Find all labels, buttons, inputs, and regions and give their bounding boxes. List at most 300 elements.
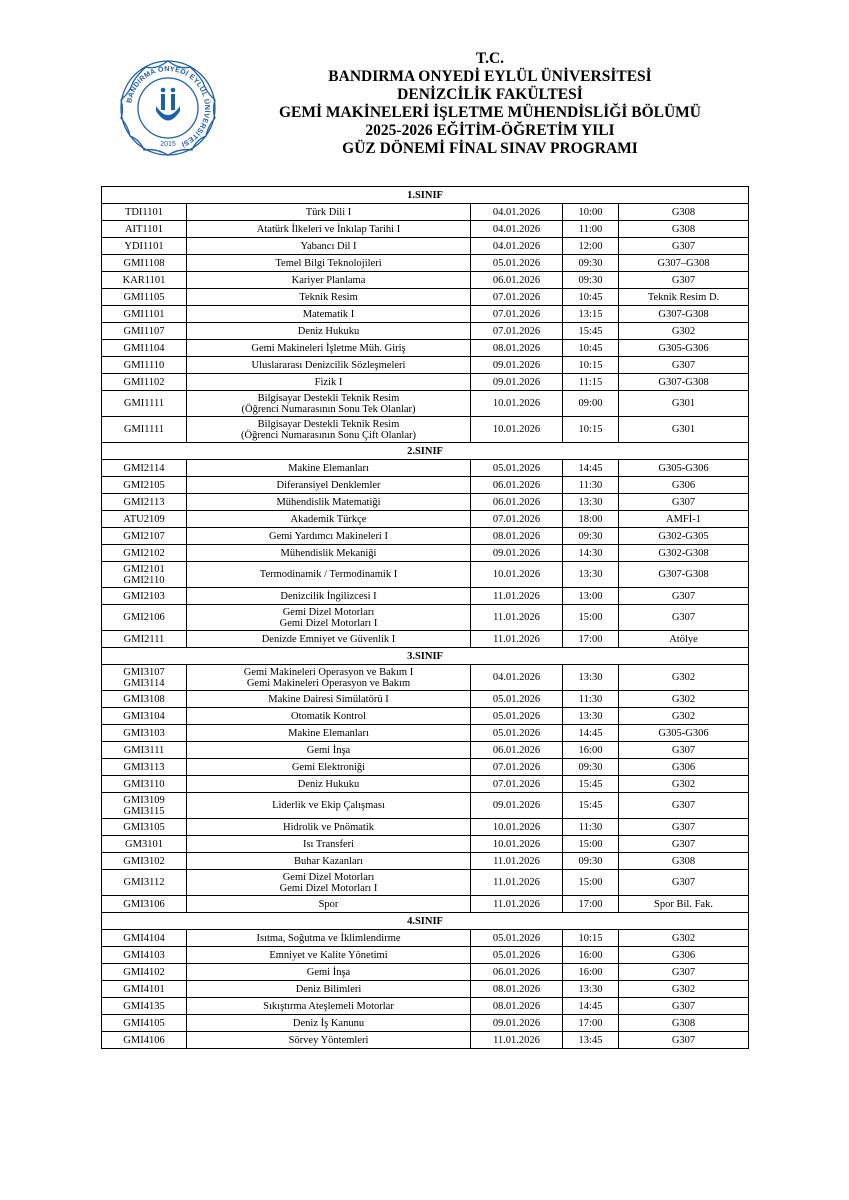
course-name-cell-line: Isı Transferi (302, 838, 355, 850)
course-name-cell (187, 665, 471, 691)
exam-room-cell: G302 (619, 930, 749, 947)
table-row (102, 391, 749, 417)
course-name-cell (187, 742, 471, 759)
course-code-cell-line: GMI2111 (123, 633, 165, 645)
course-code-cell (102, 238, 187, 255)
exam-time-cell: 09:30 (563, 528, 619, 545)
exam-room-cell: G302 (619, 708, 749, 725)
course-code-cell-line: GMI1110 (123, 359, 165, 371)
course-name-cell-line: Mühendislik Mekaniği (280, 547, 377, 559)
course-name-cell (187, 870, 471, 896)
course-code-cell (102, 793, 187, 819)
exam-room-cell: G307 (619, 238, 749, 255)
exam-time-cell: 10:15 (563, 417, 619, 443)
exam-date-cell: 11.01.2026 (471, 605, 563, 631)
course-name-cell-line: Mühendislik Matematiği (276, 496, 381, 508)
exam-date-cell: 06.01.2026 (471, 742, 563, 759)
course-code-cell-line: GMI3115 (123, 805, 165, 817)
table-row (102, 870, 749, 896)
exam-date-cell: 07.01.2026 (471, 759, 563, 776)
exam-room-cell: G302 (619, 691, 749, 708)
document-header (230, 50, 750, 158)
course-code-cell-line: GMI4102 (123, 966, 165, 978)
course-name-cell-line: Gemi Makineleri Operasyon ve Bakım (246, 677, 411, 689)
table-row (102, 819, 749, 836)
table-row (102, 204, 749, 221)
exam-room-cell: G308 (619, 1015, 749, 1032)
course-code-cell (102, 289, 187, 306)
course-code-cell (102, 545, 187, 562)
exam-room-cell: G307 (619, 819, 749, 836)
course-code-cell-line: GMI3112 (123, 877, 165, 888)
course-code-cell-line: GMI3113 (123, 761, 165, 773)
table-row (102, 793, 749, 819)
course-code-cell-line: GMI1111 (123, 424, 165, 435)
exam-room-cell: G302-G308 (619, 545, 749, 562)
exam-date-cell: 11.01.2026 (471, 1032, 563, 1049)
course-code-cell-line: GMI2114 (123, 462, 165, 474)
course-name-cell-line: Makine Elemanları (288, 462, 369, 474)
table-row (102, 776, 749, 793)
exam-time-cell: 12:00 (563, 238, 619, 255)
course-code-cell-line: GMI3103 (123, 727, 165, 739)
course-code-cell (102, 588, 187, 605)
exam-date-cell: 05.01.2026 (471, 708, 563, 725)
table-row (102, 1032, 749, 1049)
course-name-cell-line: Bilgisayar Destekli Teknik Resim (257, 418, 400, 430)
header-line-department: GEMİ MAKİNELERİ İŞLETME MÜHENDİSLİĞİ BÖLÜMÜ (278, 104, 701, 121)
course-name-cell-line: Uluslararası Denizcilik Sözleşmeleri (251, 359, 406, 371)
course-name-cell (187, 357, 471, 374)
course-name-cell-line: (Öğrenci Numarasının Sonu Tek Olanlar) (241, 403, 416, 415)
course-name-cell (187, 323, 471, 340)
course-name-cell (187, 272, 471, 289)
section-header-row (102, 443, 749, 460)
header-line-university: BANDIRMA ONYEDİ EYLÜL ÜNİVERSİTESİ (328, 68, 652, 85)
course-name-cell (187, 605, 471, 631)
exam-time-cell: 15:45 (563, 776, 619, 793)
course-code-cell-line: GMI4103 (123, 949, 165, 961)
table-row (102, 708, 749, 725)
exam-date-cell: 06.01.2026 (471, 272, 563, 289)
exam-date-cell: 10.01.2026 (471, 819, 563, 836)
course-code-cell-line: GMI4106 (123, 1034, 165, 1046)
course-code-cell-line: GMI1111 (123, 398, 165, 409)
course-name-cell (187, 836, 471, 853)
exam-date-cell: 09.01.2026 (471, 374, 563, 391)
course-name-cell-line: Makine Elemanları (288, 727, 369, 739)
course-code-cell-line: GMI2105 (123, 479, 165, 491)
table-row (102, 374, 749, 391)
exam-date-cell: 05.01.2026 (471, 460, 563, 477)
course-name-cell-line: Sörvey Yöntemleri (288, 1034, 369, 1046)
exam-date-cell: 05.01.2026 (471, 255, 563, 272)
exam-time-cell: 09:00 (563, 391, 619, 417)
course-code-cell-line: GMI2106 (123, 612, 165, 623)
course-name-cell (187, 477, 471, 494)
section-title: 1.SINIF (102, 187, 749, 204)
course-name-cell-line: Makine Dairesi Simülatörü I (268, 693, 389, 705)
exam-date-cell: 04.01.2026 (471, 238, 563, 255)
course-name-cell-line: Gemi Makineleri İşletme Müh. Giriş (251, 342, 406, 354)
course-name-cell (187, 964, 471, 981)
course-name-cell (187, 1015, 471, 1032)
exam-room-cell: G307 (619, 605, 749, 631)
exam-date-cell: 08.01.2026 (471, 340, 563, 357)
exam-time-cell: 16:00 (563, 742, 619, 759)
exam-room-cell: Atölye (619, 631, 749, 648)
course-code-cell (102, 691, 187, 708)
exam-room-cell: G307-G308 (619, 562, 749, 588)
course-code-cell (102, 708, 187, 725)
exam-room-cell: G308 (619, 853, 749, 870)
course-name-cell-line: Atatürk İlkeleri ve İnkılap Tarihi I (256, 223, 401, 235)
exam-time-cell: 09:30 (563, 255, 619, 272)
exam-time-cell: 10:45 (563, 340, 619, 357)
exam-time-cell: 17:00 (563, 896, 619, 913)
exam-time-cell: 15:45 (563, 323, 619, 340)
exam-time-cell: 11:00 (563, 221, 619, 238)
course-name-cell (187, 221, 471, 238)
exam-time-cell: 13:30 (563, 708, 619, 725)
exam-date-cell: 09.01.2026 (471, 1015, 563, 1032)
exam-date-cell: 06.01.2026 (471, 964, 563, 981)
course-name-cell (187, 631, 471, 648)
course-code-cell-line: GMI3107 (123, 666, 165, 678)
table-row (102, 357, 749, 374)
section-title: 2.SINIF (102, 443, 749, 460)
table-row (102, 836, 749, 853)
exam-date-cell: 11.01.2026 (471, 870, 563, 896)
exam-room-cell: G308 (619, 221, 749, 238)
course-name-cell-line: Temel Bilgi Teknolojileri (275, 257, 382, 269)
course-code-cell (102, 528, 187, 545)
course-name-cell-line: Gemi İnşa (306, 744, 351, 756)
course-code-cell (102, 964, 187, 981)
course-code-cell-line: KAR1101 (122, 274, 166, 286)
table-row (102, 1015, 749, 1032)
course-name-cell (187, 460, 471, 477)
exam-date-cell: 07.01.2026 (471, 306, 563, 323)
exam-time-cell: 13:15 (563, 306, 619, 323)
table-row (102, 947, 749, 964)
exam-date-cell: 04.01.2026 (471, 665, 563, 691)
course-code-cell (102, 494, 187, 511)
course-name-cell-line: Deniz Hukuku (297, 778, 360, 790)
course-code-cell (102, 742, 187, 759)
exam-date-cell: 08.01.2026 (471, 981, 563, 998)
exam-room-cell: G306 (619, 947, 749, 964)
exam-time-cell: 13:30 (563, 494, 619, 511)
exam-time-cell: 13:00 (563, 588, 619, 605)
course-code-cell-line: GMI3105 (123, 821, 165, 833)
course-code-cell-line: GMI3106 (123, 898, 165, 910)
exam-time-cell: 15:00 (563, 870, 619, 896)
section-header-row (102, 648, 749, 665)
table-row (102, 742, 749, 759)
exam-room-cell: G307 (619, 742, 749, 759)
course-code-cell-line: YDI1101 (124, 240, 164, 252)
exam-room-cell: G307 (619, 836, 749, 853)
course-name-cell (187, 545, 471, 562)
exam-time-cell: 17:00 (563, 1015, 619, 1032)
course-code-cell (102, 665, 187, 691)
exam-room-cell: G305-G306 (619, 340, 749, 357)
course-code-cell-line: GMI1105 (123, 291, 165, 303)
course-code-cell-line: GM3101 (125, 838, 163, 850)
course-code-cell (102, 947, 187, 964)
exam-date-cell: 05.01.2026 (471, 691, 563, 708)
exam-time-cell: 14:30 (563, 545, 619, 562)
table-row (102, 896, 749, 913)
exam-room-cell: G307–G308 (619, 255, 749, 272)
exam-date-cell: 07.01.2026 (471, 323, 563, 340)
exam-date-cell: 10.01.2026 (471, 417, 563, 443)
table-row (102, 255, 749, 272)
exam-room-cell: AMFİ-1 (619, 511, 749, 528)
exam-room-cell: G305-G306 (619, 725, 749, 742)
exam-date-cell: 09.01.2026 (471, 793, 563, 819)
exam-date-cell: 04.01.2026 (471, 221, 563, 238)
course-name-cell (187, 588, 471, 605)
exam-date-cell: 05.01.2026 (471, 725, 563, 742)
table-row (102, 691, 749, 708)
course-code-cell (102, 819, 187, 836)
course-code-cell (102, 417, 187, 443)
table-row (102, 417, 749, 443)
table-row (102, 511, 749, 528)
table-row (102, 340, 749, 357)
course-name-cell (187, 528, 471, 545)
course-code-cell (102, 981, 187, 998)
exam-time-cell: 09:30 (563, 272, 619, 289)
exam-room-cell: G301 (619, 391, 749, 417)
course-code-cell (102, 870, 187, 896)
course-code-cell-line: GMI3109 (123, 794, 165, 806)
course-name-cell-line: Gemi Dizel Motorları I (279, 617, 378, 629)
table-row (102, 665, 749, 691)
table-row (102, 477, 749, 494)
course-code-cell (102, 1015, 187, 1032)
exam-room-cell: G302 (619, 981, 749, 998)
exam-time-cell: 13:30 (563, 562, 619, 588)
exam-room-cell: G307 (619, 964, 749, 981)
course-code-cell (102, 374, 187, 391)
course-name-cell-line: Deniz Hukuku (297, 325, 360, 337)
exam-date-cell: 06.01.2026 (471, 477, 563, 494)
course-code-cell-line: GMI3108 (123, 693, 165, 705)
table-row (102, 323, 749, 340)
exam-date-cell: 07.01.2026 (471, 776, 563, 793)
course-name-cell-line: Kariyer Planlama (291, 274, 366, 286)
exam-date-cell: 11.01.2026 (471, 588, 563, 605)
course-name-cell-line: Deniz İş Kanunu (292, 1017, 365, 1029)
exam-date-cell: 11.01.2026 (471, 896, 563, 913)
section-header-row (102, 187, 749, 204)
exam-date-cell: 08.01.2026 (471, 998, 563, 1015)
course-name-cell-line: Gemi İnşa (306, 966, 351, 978)
exam-date-cell: 10.01.2026 (471, 836, 563, 853)
exam-time-cell: 17:00 (563, 631, 619, 648)
course-code-cell-line: GMI2101 (123, 563, 165, 575)
exam-time-cell: 09:30 (563, 759, 619, 776)
exam-room-cell: G306 (619, 759, 749, 776)
exam-room-cell: G302 (619, 323, 749, 340)
course-name-cell-line: Teknik Resim (299, 291, 358, 303)
course-code-cell-line: GMI2113 (123, 496, 165, 508)
course-name-cell-line: Isıtma, Soğutma ve İklimlendirme (256, 932, 401, 944)
exam-room-cell: G307-G308 (619, 306, 749, 323)
course-name-cell-line: Otomatik Kontrol (291, 710, 366, 722)
exam-date-cell: 10.01.2026 (471, 562, 563, 588)
exam-room-cell: G307 (619, 494, 749, 511)
exam-schedule-table (101, 186, 749, 1049)
course-code-cell-line: GMI1107 (123, 325, 165, 337)
course-name-cell-line: Sıkıştırma Ateşlemeli Motorlar (263, 1000, 394, 1012)
course-code-cell (102, 562, 187, 588)
table-row (102, 528, 749, 545)
exam-date-cell: 04.01.2026 (471, 204, 563, 221)
course-name-cell (187, 562, 471, 588)
table-row (102, 605, 749, 631)
exam-room-cell: Teknik Resim D. (619, 289, 749, 306)
exam-time-cell: 14:45 (563, 725, 619, 742)
course-code-cell-line: GMI4135 (123, 1000, 165, 1012)
course-name-cell-line: Gemi Yardımcı Makineleri I (269, 530, 388, 542)
table-row (102, 238, 749, 255)
exam-room-cell: G307 (619, 998, 749, 1015)
exam-date-cell: 09.01.2026 (471, 545, 563, 562)
course-code-cell (102, 853, 187, 870)
course-code-cell-line: GMI1104 (123, 342, 165, 354)
course-name-cell-line: Diferansiyel Denklemler (276, 479, 381, 491)
exam-room-cell: G307 (619, 1032, 749, 1049)
course-code-cell (102, 896, 187, 913)
table-row (102, 272, 749, 289)
course-name-cell (187, 238, 471, 255)
header-line-exam-title: GÜZ DÖNEMİ FİNAL SINAV PROGRAMI (342, 140, 638, 157)
table-row (102, 981, 749, 998)
course-code-cell-line: GMI4101 (123, 983, 165, 995)
course-name-cell (187, 776, 471, 793)
exam-room-cell: G301 (619, 417, 749, 443)
course-code-cell-line: GMI3104 (123, 710, 165, 722)
course-code-cell (102, 725, 187, 742)
course-code-cell-line: GMI2110 (123, 574, 165, 586)
course-code-cell (102, 221, 187, 238)
course-name-cell-line: Gemi Makineleri Operasyon ve Bakım I (243, 666, 414, 678)
table-row (102, 289, 749, 306)
course-code-cell (102, 306, 187, 323)
course-name-cell-line: (Öğrenci Numarasının Sonu Çift Olanlar) (241, 429, 416, 441)
exam-room-cell: Spor Bil. Fak. (619, 896, 749, 913)
course-name-cell (187, 255, 471, 272)
course-name-cell-line: Türk Dili I (305, 206, 352, 218)
table-row (102, 930, 749, 947)
table-row (102, 460, 749, 477)
course-code-cell (102, 460, 187, 477)
university-logo-graphic (118, 58, 218, 158)
exam-time-cell: 15:00 (563, 836, 619, 853)
course-code-cell (102, 930, 187, 947)
course-name-cell-line: Gemi Dizel Motorları (282, 606, 375, 618)
course-code-cell (102, 323, 187, 340)
course-name-cell-line: Termodinamik / Termodinamik I (259, 569, 398, 580)
course-name-cell (187, 725, 471, 742)
course-code-cell-line: GMI4104 (123, 932, 165, 944)
course-name-cell (187, 1032, 471, 1049)
course-name-cell (187, 998, 471, 1015)
course-name-cell-line: Hidrolik ve Pnömatik (283, 821, 374, 833)
course-name-cell-line: Akademik Türkçe (290, 513, 367, 525)
course-code-cell (102, 204, 187, 221)
course-code-cell (102, 605, 187, 631)
course-name-cell (187, 417, 471, 443)
table-row (102, 631, 749, 648)
exam-room-cell: G307 (619, 272, 749, 289)
course-name-cell (187, 391, 471, 417)
table-row (102, 306, 749, 323)
header-line-faculty: DENİZCİLİK FAKÜLTESİ (397, 86, 583, 103)
exam-time-cell: 11:15 (563, 374, 619, 391)
table-row (102, 562, 749, 588)
exam-time-cell: 10:45 (563, 289, 619, 306)
course-name-cell (187, 947, 471, 964)
exam-room-cell: G307 (619, 588, 749, 605)
course-name-cell-line: Deniz Bilimleri (295, 983, 362, 995)
course-name-cell-line: Spor (318, 898, 339, 910)
course-code-cell-line: ATU2109 (123, 513, 165, 525)
course-name-cell-line: Gemi Dizel Motorları I (279, 882, 378, 894)
exam-room-cell: G307 (619, 357, 749, 374)
table-row (102, 998, 749, 1015)
section-title: 4.SINIF (102, 913, 749, 930)
course-code-cell (102, 631, 187, 648)
course-code-cell-line: GMI4105 (123, 1017, 165, 1029)
course-code-cell (102, 1032, 187, 1049)
table-row (102, 545, 749, 562)
course-name-cell-line: Gemi Dizel Motorları (282, 871, 375, 883)
table-row (102, 494, 749, 511)
exam-room-cell: G302 (619, 776, 749, 793)
exam-time-cell: 10:15 (563, 357, 619, 374)
course-code-cell (102, 776, 187, 793)
course-name-cell-line: Matematik I (302, 308, 355, 320)
course-name-cell-line: Gemi Elektroniği (291, 761, 366, 773)
exam-time-cell: 14:45 (563, 460, 619, 477)
course-code-cell-line: GMI2107 (123, 530, 165, 542)
course-name-cell (187, 853, 471, 870)
exam-date-cell: 08.01.2026 (471, 528, 563, 545)
exam-time-cell: 14:45 (563, 998, 619, 1015)
header-line-tc: T.C. (475, 50, 505, 67)
exam-date-cell: 05.01.2026 (471, 930, 563, 947)
course-name-cell-line: Denizde Emniyet ve Güvenlik I (261, 633, 396, 645)
exam-time-cell: 11:30 (563, 477, 619, 494)
exam-room-cell: G302-G305 (619, 528, 749, 545)
logo-ring-text: BANDIRMA ONYEDİ EYLÜL ÜNİVERSİTESİ (124, 63, 213, 150)
course-name-cell (187, 981, 471, 998)
course-name-cell (187, 511, 471, 528)
course-code-cell-line: GMI1102 (123, 376, 165, 388)
logo-year: 2015 (160, 141, 176, 148)
exam-date-cell: 07.01.2026 (471, 289, 563, 306)
course-code-cell-line: GMI3111 (123, 744, 165, 756)
exam-room-cell: G308 (619, 204, 749, 221)
exam-date-cell: 11.01.2026 (471, 631, 563, 648)
course-code-cell (102, 759, 187, 776)
exam-date-cell: 07.01.2026 (471, 511, 563, 528)
